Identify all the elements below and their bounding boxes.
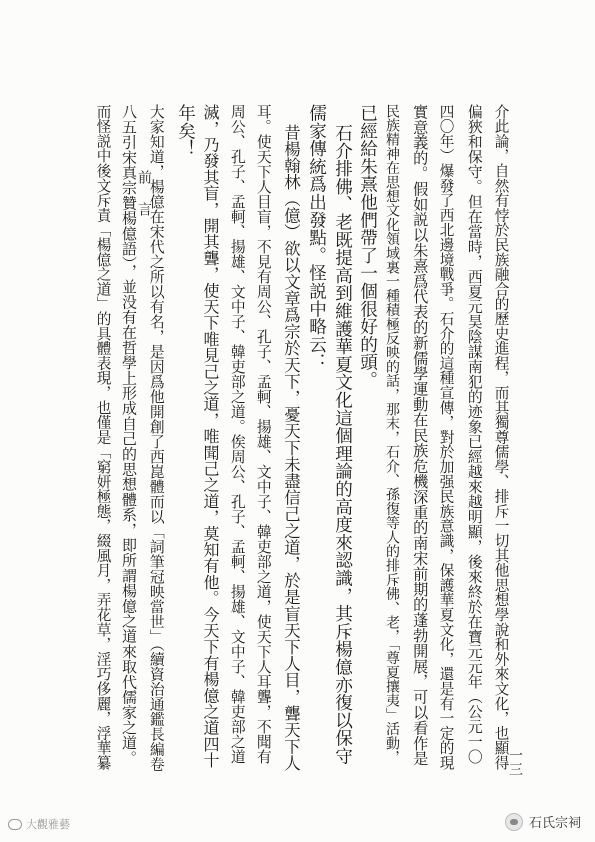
text-column: 儒家傳統爲出發點。怪説中略云：	[306, 104, 327, 371]
text-column: 四〇年）爆發了西北邊境戰爭。石介的這種宣傳，對於加强民族意識，保護華夏文化，還是有一定的現	[437, 104, 455, 770]
watermark-left-label: 大觀雅藝	[26, 818, 70, 831]
text-column: 耳。使天下人目盲，不見有周公、孔子、孟軻、揚雄、文中子、韓吏部之道，使天下人耳聾，不聞有	[254, 104, 272, 764]
text-column: 實意義的。假如説以朱熹爲代表的新儒學運動在民族危機深重的南宋前期的蓬勃開展，可以看作是	[411, 104, 430, 767]
text-column: 大家知道，楊億在宋代之所以有名，是因爲他開創了西崑體而以「詞筆冠映當世」（續資治通鑑長編卷	[147, 104, 165, 772]
text-column: 八五引宋真宗贊楊億語），並没有在哲學上形成自己的思想體系，即所謂楊億之道來取代儒家之道。	[120, 104, 138, 766]
page-number: 一三	[507, 748, 523, 776]
text-column: 石介排佛、老既提高到維護華夏文化這個理論的高度來認識，其斥楊億亦復以保守	[332, 124, 353, 765]
watermark-right	[505, 812, 581, 831]
watermark-right-label: 石氏宗祠	[528, 816, 581, 831]
text-column: 介此論，自然有悖於民族融合的歷史進程，而其獨尊儒學、排斥一切其他思想學說和外來文化，也顯得	[492, 104, 510, 770]
wechat-icon	[505, 813, 523, 831]
text-column: 已經給朱熹他們帶了一個很好的頭。	[357, 104, 378, 389]
text-column: 而怪説中後文斥責「楊億之道」的具體表現，也僅是「窮妍極態，綴風月，弄花草，淫巧侈麗，浮華纂	[94, 104, 112, 770]
text-column: 周公、孔子、孟軻、揚雄、文中子、韓吏部之道。俟周公、孔子、孟軻、揚雄、文中子、韓吏部之道	[228, 104, 246, 764]
watermark-left	[8, 816, 70, 832]
text-column: 滅，乃發其盲，開其聾，使天下唯見己之道，唯聞己之道，莫知有他。今天下有楊億之道四十	[201, 104, 220, 769]
text-column: 年矣！	[175, 104, 196, 158]
camera-icon	[8, 819, 22, 830]
text-column: 昔楊翰林（億）欲以文章爲宗於天下，憂天下未盡信己之道，於是盲天下人目，聾天下人	[281, 124, 301, 772]
text-column: 民族精神在思想文化領域裏一種積極反映的話，那末，石介、孫復等人的排斥佛、老，「尊夏攘夷」活動，	[384, 104, 400, 765]
text-column: 偏狹和保守。但在當時，西夏元昊陰謀南犯的迹象已經越來越明顯，後來終於在寶元元年（公元一〇	[465, 104, 483, 764]
running-header: 前言	[136, 170, 152, 234]
